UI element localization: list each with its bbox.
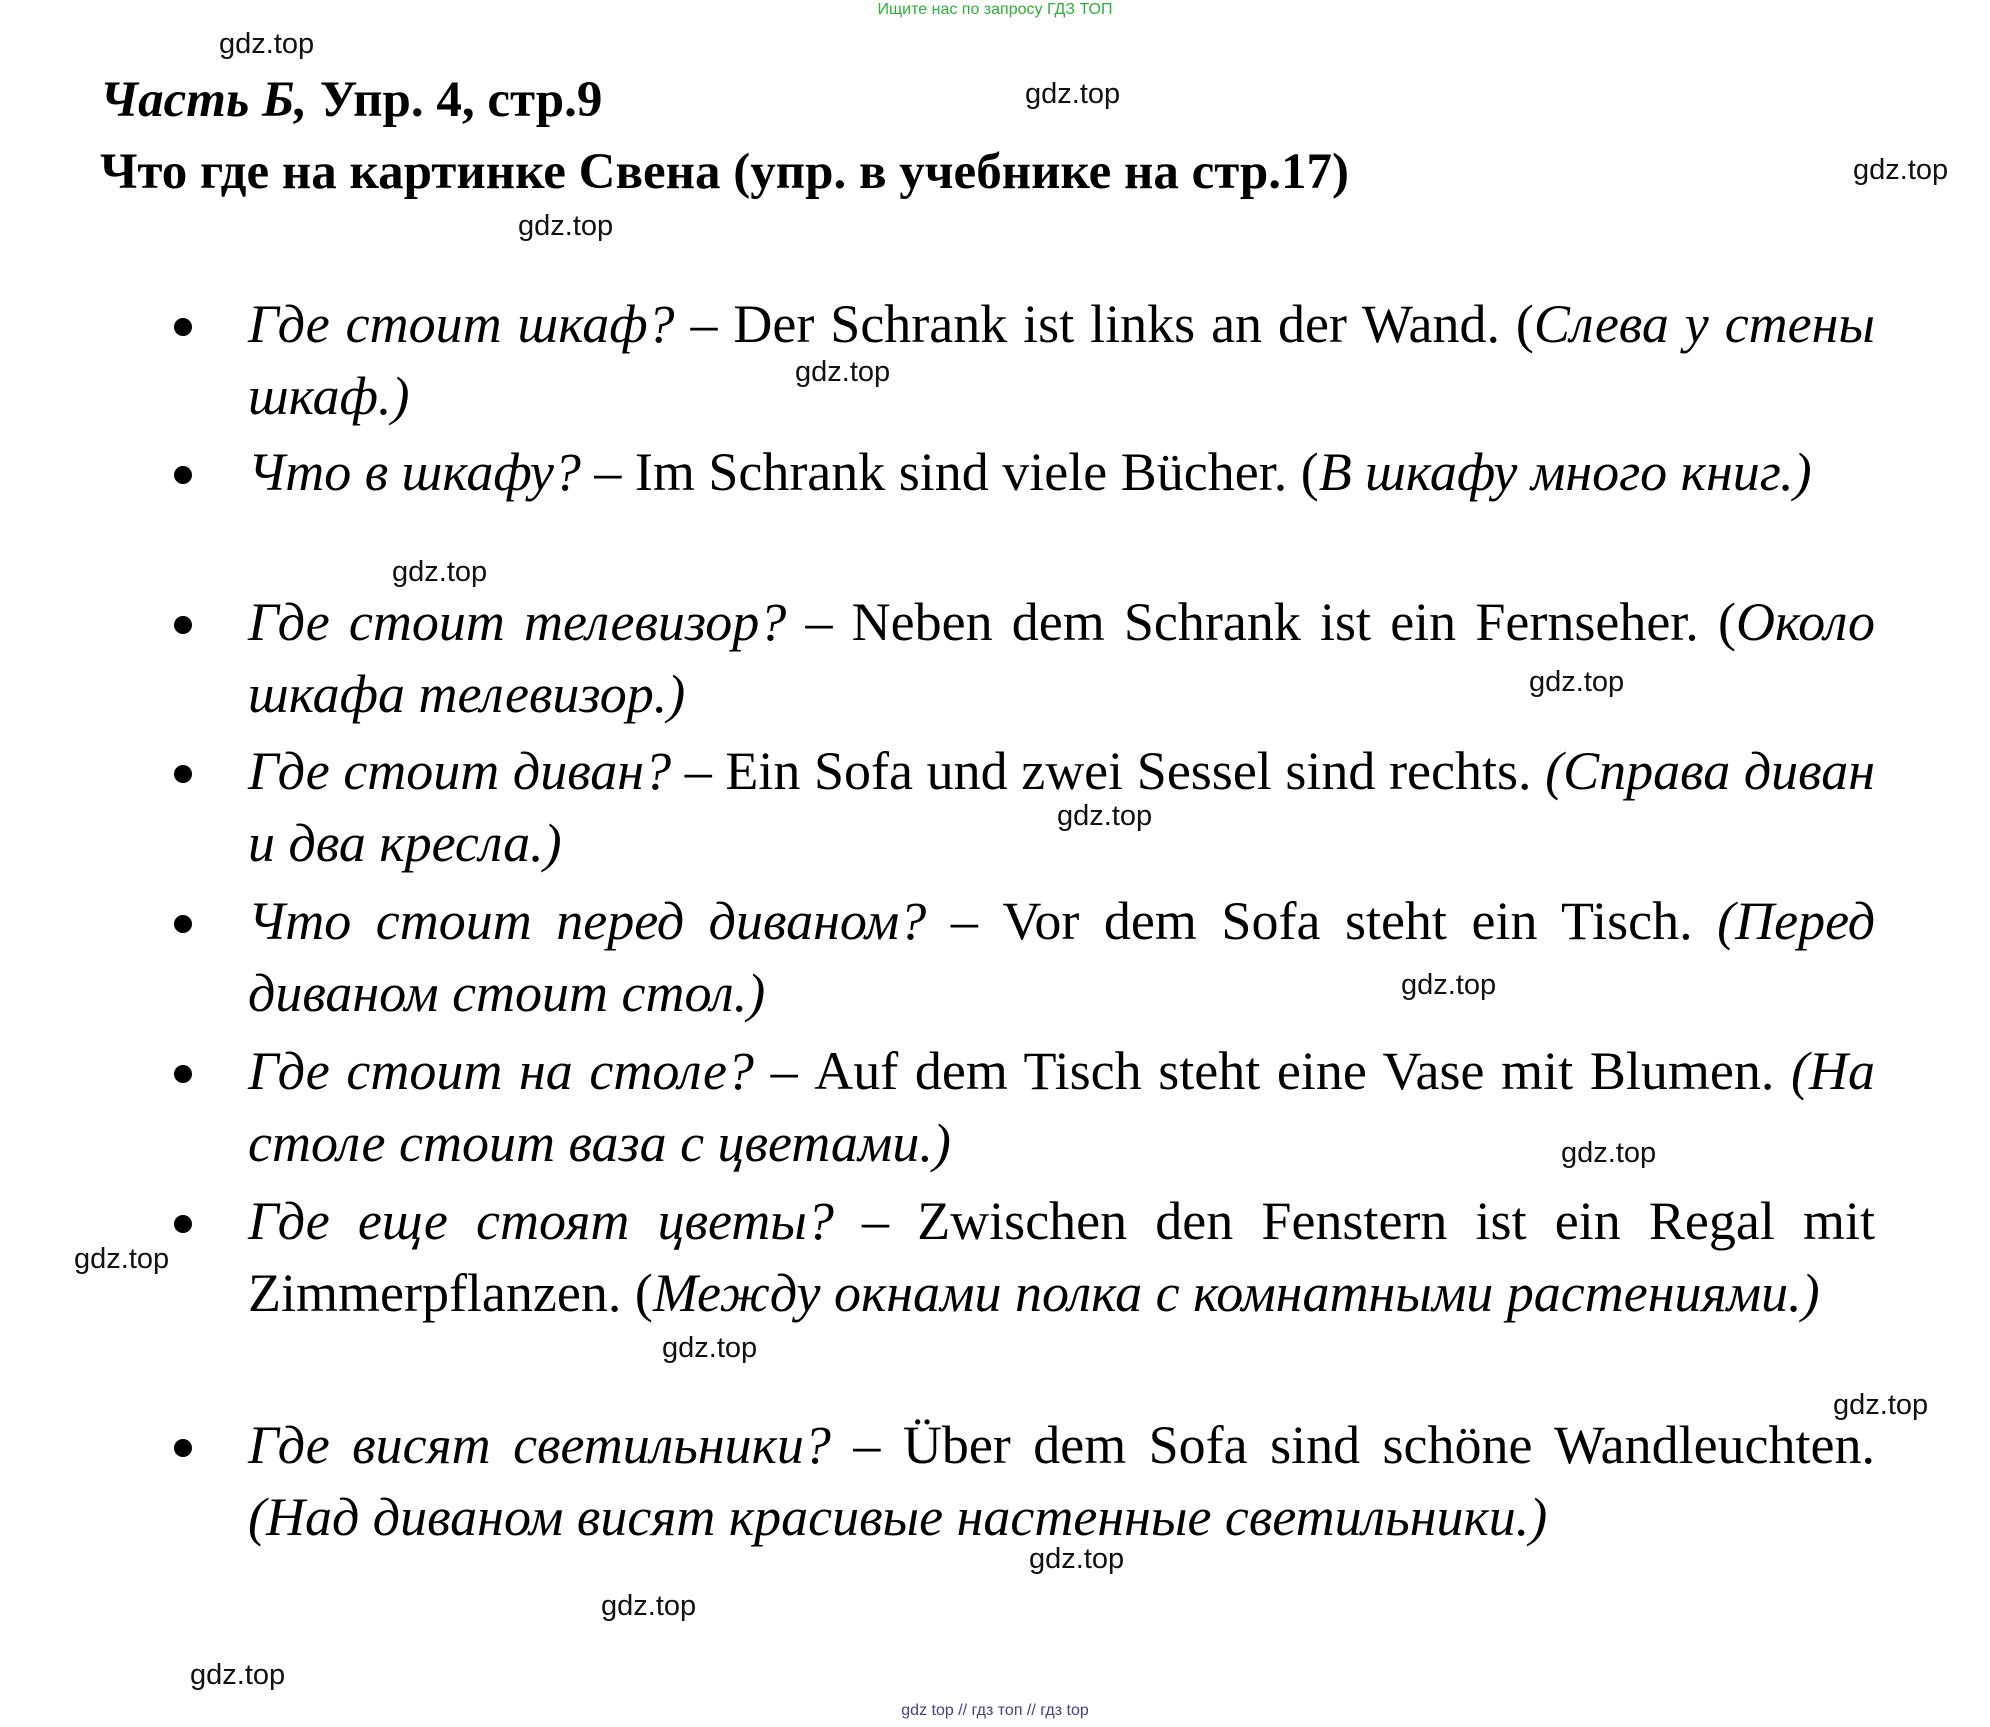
list-item <box>248 1185 1875 1329</box>
translation: (На столе стоит ваза с цветами.) <box>248 1041 1875 1173</box>
question: Где висят светильники? <box>248 1415 831 1475</box>
separator: – <box>833 1191 918 1251</box>
header-banner: Ищите нас по запросу ГДЗ ТОП <box>877 1 1113 18</box>
watermark: gdz.top <box>1401 969 1497 1001</box>
german-answer: Im Schrank sind viele Bücher. ( <box>634 442 1319 502</box>
watermark: gdz.top <box>74 1243 170 1275</box>
separator: – <box>753 1041 815 1101</box>
german-answer: Vor dem Sofa steht ein Tisch. <box>1002 891 1718 951</box>
watermark: gdz.top <box>1529 666 1625 698</box>
separator: – <box>926 891 1003 951</box>
watermark: gdz.top <box>601 1590 697 1622</box>
watermark: gdz.top <box>1833 1389 1929 1421</box>
watermark: gdz.top <box>795 356 891 388</box>
question: Где стоит телевизор? <box>248 592 787 652</box>
translation: Между окнами полка с комнатными растениями.) <box>652 1263 1820 1323</box>
watermark: gdz.top <box>1853 154 1949 186</box>
watermark: gdz.top <box>518 210 614 242</box>
footer-banner: gdz top // гдз топ // гдз top <box>901 1702 1089 1719</box>
list-item <box>248 288 1875 432</box>
title-exercise: Упр. 4, стр.9 <box>307 72 603 128</box>
question: Где стоит на столе? <box>248 1041 754 1101</box>
page-subtitle: Что где на картинке Свена (упр. в учебнике на стр.17) <box>100 144 1350 200</box>
translation: (Над диваном висят красивые настенные светильники.) <box>248 1487 1548 1547</box>
translation: В шкафу много книг.) <box>1318 442 1812 502</box>
separator: – <box>674 294 734 354</box>
separator: – <box>580 442 635 502</box>
title-part: Часть Б, <box>100 72 308 128</box>
german-answer: Ein Sofa und zwei Sessel sind rechts. <box>725 741 1546 801</box>
question: Где стоит шкаф? <box>248 294 675 354</box>
translation: Около шкафа телевизор.) <box>248 592 1876 724</box>
separator: – <box>786 592 852 652</box>
list-item <box>248 436 1875 508</box>
watermark: gdz.top <box>1057 800 1153 832</box>
watermark: gdz.top <box>219 28 315 60</box>
translation: (Перед диваном стоит стол.) <box>248 891 1876 1023</box>
watermark: gdz.top <box>190 1659 286 1691</box>
list-item <box>248 1409 1875 1553</box>
list-item <box>248 586 1875 730</box>
page-title <box>100 68 602 132</box>
question: Где еще стоят цветы? <box>248 1191 834 1251</box>
question: Что стоит перед диваном? <box>248 891 927 951</box>
german-answer: Der Schrank ist links an der Wand. ( <box>733 294 1534 354</box>
watermark: gdz.top <box>392 556 488 588</box>
question: Где стоит диван? <box>248 741 672 801</box>
watermark: gdz.top <box>1561 1137 1657 1169</box>
separator: – <box>671 741 726 801</box>
german-answer: Auf dem Tisch steht eine Vase mit Blumen. <box>814 1041 1792 1101</box>
list-item <box>248 885 1875 1029</box>
watermark: gdz.top <box>1025 78 1121 110</box>
german-answer: Neben dem Schrank ist ein Fernseher. ( <box>851 592 1736 652</box>
watermark: gdz.top <box>662 1332 758 1364</box>
watermark: gdz.top <box>1029 1543 1125 1575</box>
separator: – <box>830 1415 903 1475</box>
question: Что в шкафу? <box>248 442 581 502</box>
german-answer: Über dem Sofa sind schöne Wandleuchten. <box>902 1415 1875 1475</box>
german-answer: Zwischen den Fenstern ist ein Regal mit Zimmerpflanzen. ( <box>248 1191 1876 1323</box>
translation: Слева у стены шкаф.) <box>248 294 1875 426</box>
translation: (Справа диван и два кресла.) <box>248 741 1876 873</box>
